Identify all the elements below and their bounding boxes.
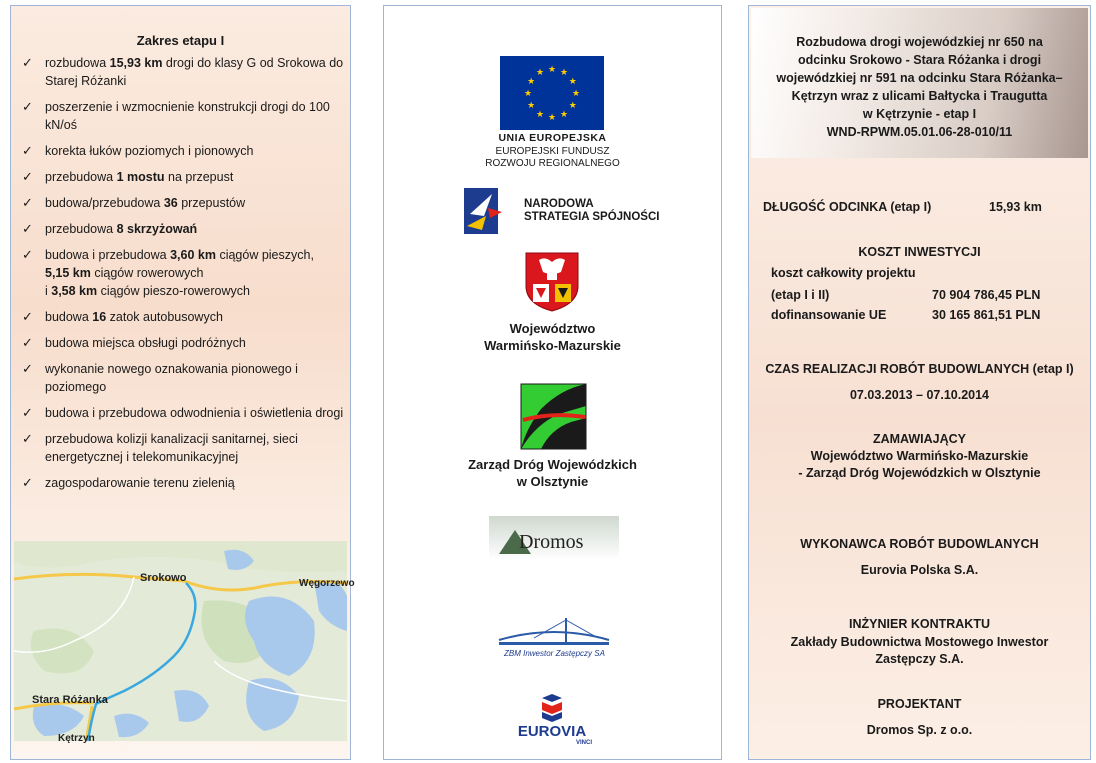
eurovia-logo [502, 694, 602, 746]
checkmark-icon: ✓ [22, 169, 33, 184]
project-title-line: w Kętrzynie - etap I [862, 107, 977, 121]
cost-total-value: 70 904 786,45 PLN [932, 288, 1041, 302]
scope-item-text: budowa miejsca obsługi podróżnych [45, 336, 246, 350]
orderer-heading: ZAMAWIAJĄCY [872, 432, 967, 446]
project-title-line: Rozbudowa drogi wojewódzkiej nr 650 na [796, 35, 1043, 49]
cost-eu-label: dofinansowanie UE [771, 308, 887, 322]
eu-star-icon: ★ [571, 89, 581, 99]
scope-item-highlight: 5,15 km [45, 266, 91, 280]
eu-star-icon: ★ [559, 68, 569, 79]
eurovia-text: EUROVIA [517, 723, 587, 740]
designer-value: Dromos Sp. z o.o. [866, 723, 973, 737]
eu-title: UNIA EUROPEJSKA [498, 132, 607, 144]
checkmark-icon: ✓ [22, 55, 33, 70]
map-label-stara-rozanka: Stara Różanka [32, 694, 108, 706]
scope-item-text: przebudowa kolizji kanalizacji sanitarnej, sieci energetycznej i telekomunikacyjnej [45, 432, 298, 464]
project-title-line: wojewódzkiej nr 591 na odcinku Stara Różanka– [776, 71, 1063, 85]
checkmark-icon: ✓ [22, 143, 33, 158]
eu-star-icon: ★ [547, 113, 557, 123]
voivodeship-name [384, 320, 721, 354]
contractor-heading: WYKONAWCA ROBÓT BUDOWLANYCH [800, 537, 1039, 551]
engineer-heading: INŻYNIER KONTRAKTU [849, 617, 990, 631]
orderer-line2: - Zarząd Dróg Wojewódzkich w Olsztynie [798, 466, 1041, 480]
scope-item [19, 168, 344, 186]
logos-panel [383, 5, 722, 760]
map-label-ketrzyn: Kętrzyn [58, 733, 95, 744]
zdw-name [384, 456, 721, 490]
cost-total-label: koszt całkowity projektu [771, 266, 916, 280]
checkmark-icon: ✓ [22, 247, 33, 262]
scope-item-text: korekta łuków poziomych i pionowych [45, 144, 254, 158]
scope-panel [10, 5, 355, 760]
length-value: 15,93 km [989, 200, 1042, 214]
cost-heading: KOSZT INWESTYCJI [858, 245, 981, 259]
scope-item-text: i [45, 284, 52, 298]
scope-item-text: wykonanie nowego oznakowania pionowego i poziomego [45, 362, 298, 394]
engineer-line2: Zastępczy S.A. [875, 652, 964, 666]
scope-item-highlight: 15,93 km [109, 56, 163, 70]
scope-item [19, 430, 344, 466]
cost-total-label2: (etap I i II) [771, 288, 830, 302]
checkmark-icon: ✓ [22, 361, 33, 376]
nss-text [524, 198, 659, 224]
scope-item-highlight: 1 mostu [116, 170, 165, 184]
time-heading: CZAS REALIZACJI ROBÓT BUDOWLANYCH (etap I) [765, 362, 1074, 376]
checkmark-icon: ✓ [22, 405, 33, 420]
project-panel [748, 5, 1091, 760]
checkmark-icon: ✓ [22, 431, 33, 446]
scope-item-highlight: 3,60 km [170, 248, 216, 262]
zdw-logo [521, 384, 586, 449]
scope-item-text: ciągów pieszych, [215, 248, 314, 262]
scope-list [19, 54, 344, 500]
length-label: DŁUGOŚĆ ODCINKA (etap I) [763, 200, 932, 214]
zdw-line2: w Olsztynie [516, 474, 589, 489]
scope-item-highlight: 3,58 km [51, 284, 98, 298]
checkmark-icon: ✓ [22, 221, 33, 236]
scope-item [19, 360, 344, 396]
checkmark-icon: ✓ [22, 99, 33, 114]
voivodeship-crest-logo [525, 252, 579, 312]
zbm-text: ZBM Inwestor Zastępczy SA [504, 649, 605, 658]
cost-eu-value: 30 165 861,51 PLN [932, 308, 1041, 322]
scope-item-highlight: 16 [92, 310, 107, 324]
scope-item-highlight: 8 skrzyżowań [116, 222, 198, 236]
map-label-srokowo: Srokowo [140, 572, 187, 584]
checkmark-icon: ✓ [22, 309, 33, 324]
eu-subtitle-line1: EUROPEJSKI FUNDUSZ [495, 146, 610, 157]
project-title [749, 33, 1090, 141]
scope-item-text: zatok autobusowych [106, 310, 223, 324]
scope-item-text: poszerzenie i wzmocnienie konstrukcji drogi do 100 kN/oś [45, 100, 330, 132]
scope-item [19, 246, 344, 300]
scope-item-text: przebudowa [45, 222, 117, 236]
scope-item [19, 308, 344, 326]
eu-subtitle-line2: ROZWOJU REGIONALNEGO [485, 158, 620, 169]
scope-item-text: budowa [45, 310, 93, 324]
eu-flag-logo [500, 56, 604, 130]
nss-line2: STRATEGIA SPÓJNOŚCI [524, 211, 660, 223]
scope-item-text: ciągów rowerowych [90, 266, 204, 280]
eu-star-icon: ★ [568, 101, 577, 111]
contractor-value: Eurovia Polska S.A. [860, 563, 979, 577]
scope-item [19, 404, 344, 422]
scope-title: Zakres etapu I [136, 33, 225, 48]
project-title-line: odcinku Srokowo - Stara Różanka i drogi [797, 53, 1042, 67]
scope-item-text: przebudowa [45, 170, 117, 184]
scope-item [19, 98, 344, 134]
project-title-line: Kętrzyn wraz z ulicami Bałtycka i Traugutta [791, 89, 1048, 103]
scope-item-text: zagospodarowanie terenu zielenią [45, 476, 235, 490]
route-map [14, 541, 355, 744]
engineer-line1: Zakłady Budownictwa Mostowego Inwestor [790, 635, 1049, 649]
eurovia-sub-text: VINCI [575, 740, 592, 746]
scope-item [19, 142, 344, 160]
scope-item [19, 220, 344, 238]
map-label-wegorzewo: Węgorzewo [299, 578, 355, 589]
scope-item [19, 474, 344, 492]
project-title-line: WND-RPWM.05.01.06-28-010/11 [826, 125, 1013, 139]
orderer-line1: Województwo Warmińsko-Mazurskie [810, 449, 1029, 463]
scope-item-text: przepustów [177, 196, 246, 210]
eu-star-icon: ★ [547, 65, 557, 75]
nss-line1: NARODOWA [524, 198, 594, 210]
scope-item-text: na przepust [164, 170, 234, 184]
dromos-text: Dromos [519, 531, 584, 553]
checkmark-icon: ✓ [22, 195, 33, 210]
dromos-logo [489, 516, 619, 560]
voivodeship-line2: Warmińsko-Mazurskie [484, 338, 621, 353]
eu-star-icon: ★ [527, 101, 536, 111]
eu-subtitle [384, 146, 721, 170]
eu-star-icon: ★ [535, 109, 545, 120]
scope-item-text: drogi do klasy G od Srokowa do Starej Różanki [45, 56, 344, 88]
designer-heading: PROJEKTANT [877, 697, 962, 711]
scope-item-text: budowa i przebudowa [45, 248, 171, 262]
zdw-line1: Zarząd Dróg Wojewódzkich [468, 457, 637, 472]
scope-item-highlight: 36 [163, 196, 178, 210]
scope-item [19, 54, 344, 90]
time-value: 07.03.2013 – 07.10.2014 [849, 388, 990, 402]
scope-item-text: budowa/przebudowa [45, 196, 164, 210]
scope-item-text: budowa i przebudowa odwodnienia i oświetlenia drogi [45, 406, 344, 420]
voivodeship-line1: Województwo [509, 321, 596, 336]
scope-item-text: rozbudowa [45, 56, 110, 70]
checkmark-icon: ✓ [22, 475, 33, 490]
eu-star-icon: ★ [568, 77, 577, 87]
zbm-logo [494, 614, 614, 660]
scope-item [19, 194, 344, 212]
scope-item-text: ciągów pieszo-rowerowych [97, 284, 250, 298]
scope-item [19, 334, 344, 352]
eu-star-icon: ★ [559, 109, 569, 120]
eu-star-icon: ★ [535, 68, 545, 79]
eu-star-icon: ★ [527, 77, 536, 87]
checkmark-icon: ✓ [22, 335, 33, 350]
eu-star-icon: ★ [523, 89, 533, 99]
